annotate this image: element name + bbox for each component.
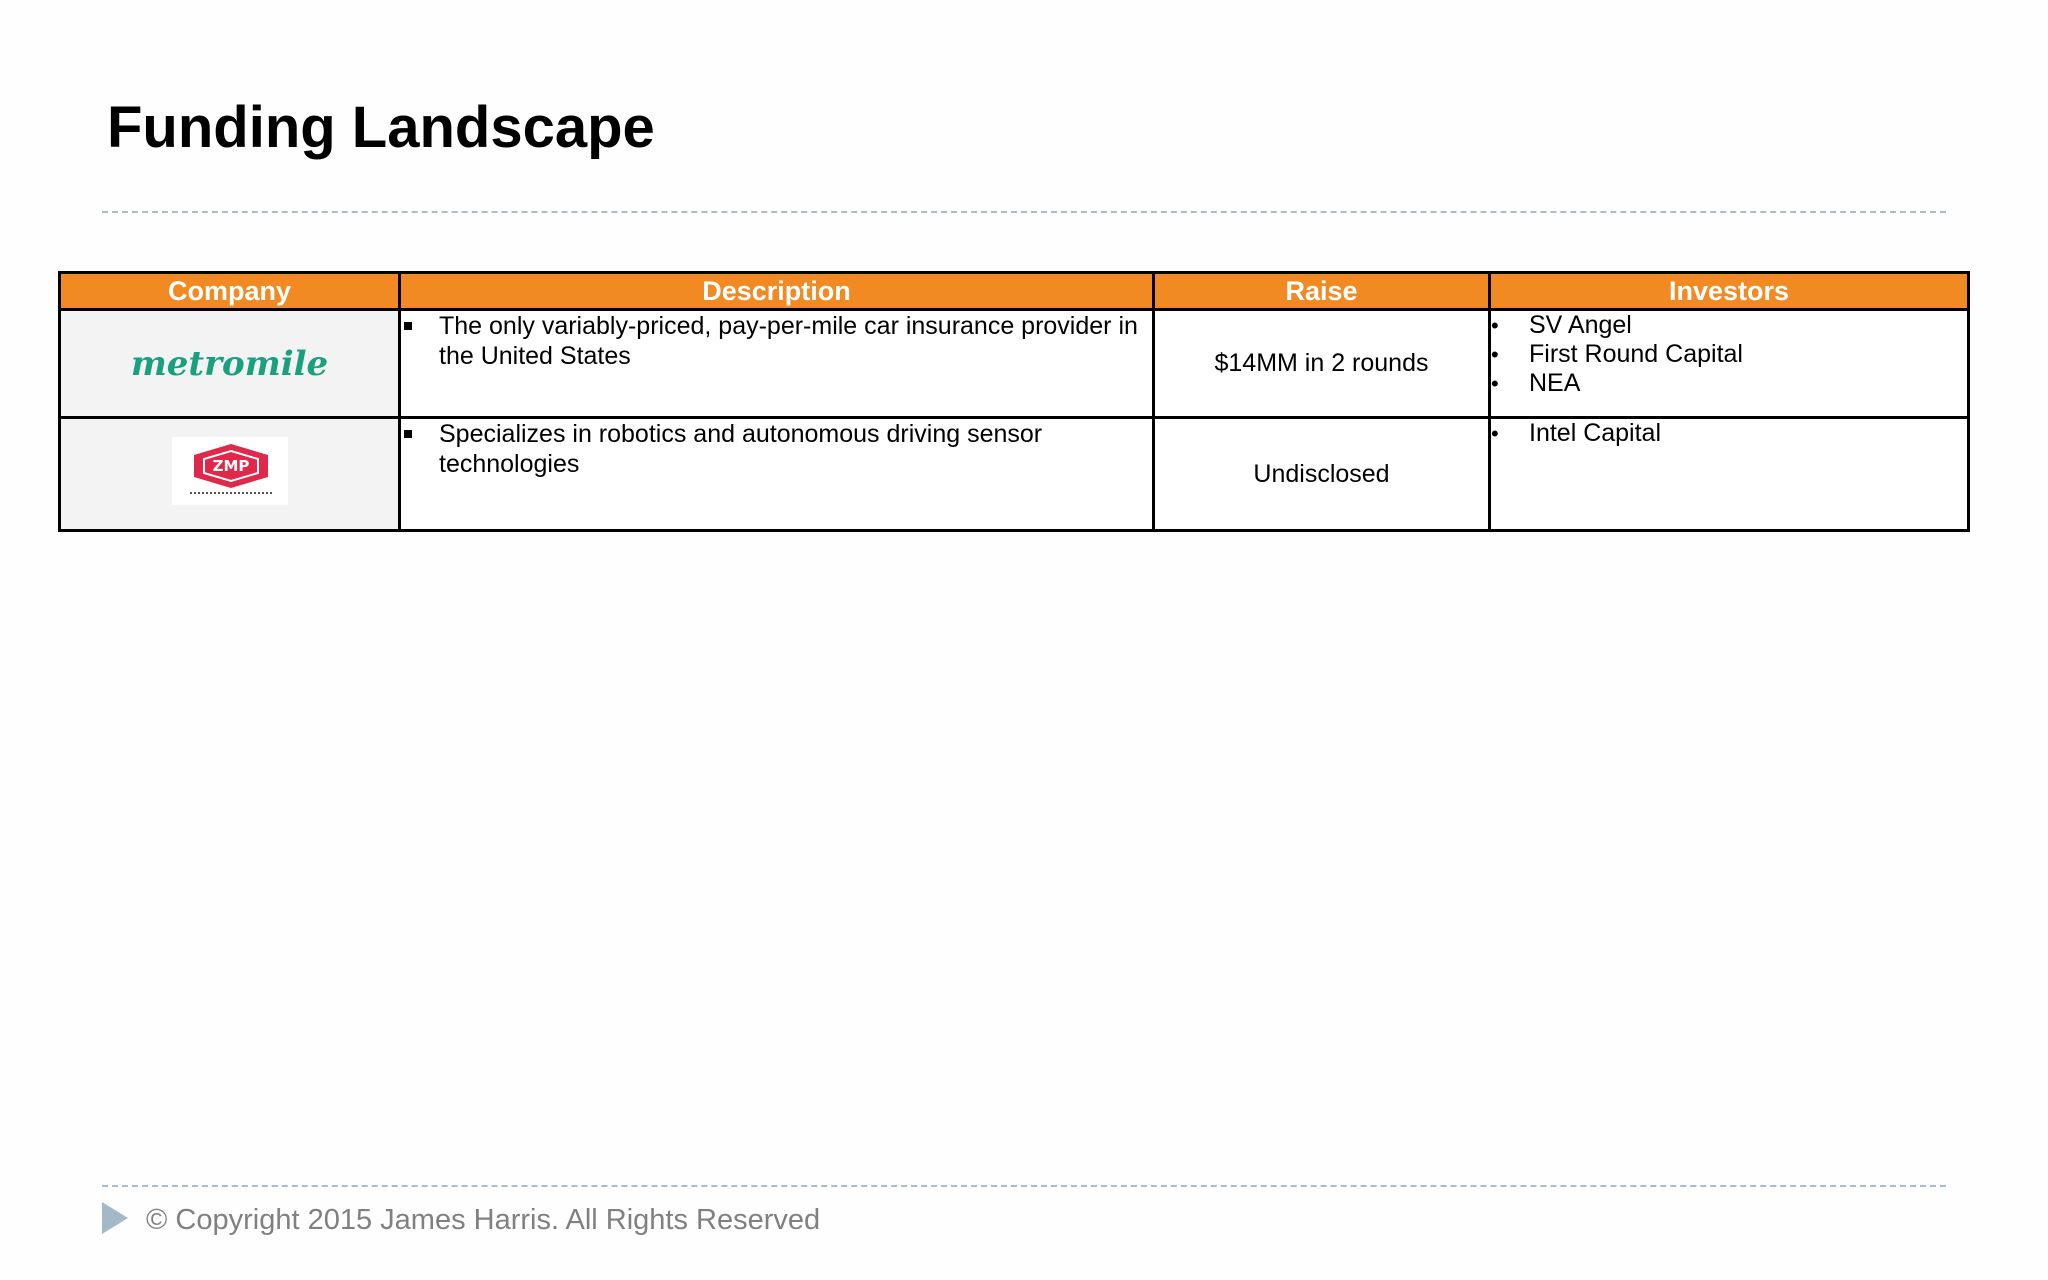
column-header-description: Description bbox=[400, 273, 1154, 310]
description-cell bbox=[400, 310, 1154, 418]
column-header-investors: Investors bbox=[1490, 273, 1969, 310]
table-row bbox=[60, 310, 1969, 418]
raise-cell bbox=[1154, 310, 1490, 418]
investor-item: • First Round Capital bbox=[1491, 340, 1967, 369]
table-header-row bbox=[60, 273, 1969, 310]
copyright-footer: © Copyright 2015 James Harris. All Rights Reserved bbox=[146, 1204, 821, 1236]
column-header-raise: Raise bbox=[1154, 273, 1490, 310]
zmp-logo-text: ZMP bbox=[212, 456, 249, 475]
raise-cell bbox=[1154, 418, 1490, 531]
funding-table bbox=[58, 271, 1970, 532]
description-cell bbox=[400, 418, 1154, 531]
column-header-company: Company bbox=[60, 273, 400, 310]
play-arrow-icon bbox=[102, 1202, 128, 1234]
zmp-logo bbox=[172, 437, 288, 505]
investor-item: • SV Angel bbox=[1491, 311, 1967, 340]
zmp-hexagon-icon bbox=[192, 443, 270, 489]
raise-value: Undisclosed bbox=[1253, 459, 1390, 488]
company-cell bbox=[60, 418, 400, 531]
investors-cell bbox=[1490, 310, 1969, 418]
metromile-logo: metromile bbox=[130, 343, 329, 384]
company-cell bbox=[60, 310, 400, 418]
table-row bbox=[60, 418, 1969, 531]
description-list bbox=[401, 419, 1152, 479]
top-divider bbox=[102, 211, 1946, 213]
raise-value: $14MM in 2 rounds bbox=[1214, 349, 1429, 377]
investor-list bbox=[1491, 419, 1967, 448]
bottom-divider bbox=[102, 1185, 1946, 1187]
description-item: The only variably-priced, pay-per-mile car insurance provider in the United States bbox=[401, 311, 1152, 371]
investors-cell bbox=[1490, 418, 1969, 531]
investor-item: • NEA bbox=[1491, 369, 1967, 398]
zmp-tagline bbox=[190, 492, 272, 498]
investor-list bbox=[1491, 311, 1967, 398]
investor-item: • Intel Capital bbox=[1491, 419, 1967, 448]
description-item: Specializes in robotics and autonomous driving sensor technologies bbox=[401, 419, 1152, 479]
description-list bbox=[401, 311, 1152, 371]
slide-title: Funding Landscape bbox=[107, 95, 655, 160]
